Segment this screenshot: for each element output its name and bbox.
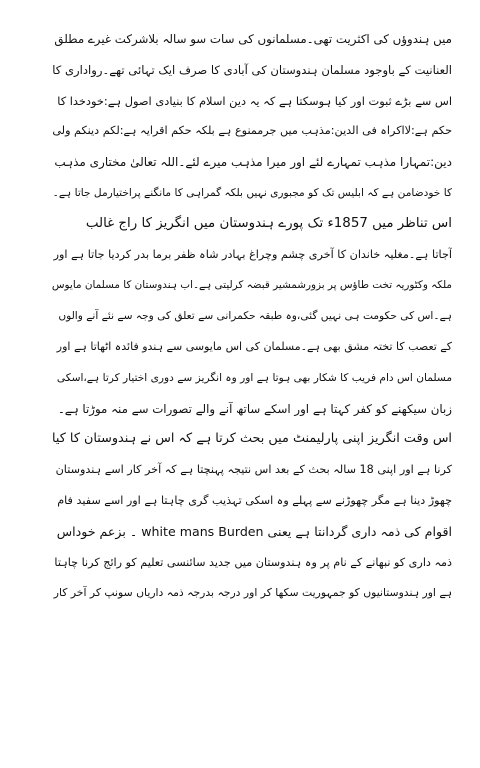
text-line: ذمہ داری کو نبھانے کے نام پر وہ ہندوستان میں جدید سائنسی تعلیم کو رائج کرنا چاہتا [54, 555, 452, 569]
text-line: اس وقت انگریز اپنی پارلیمنٹ میں بحث کرتا ہے کہ اس نے ہندوستان کا کیا [52, 431, 452, 447]
text-line: اس سے بڑے ثبوت اور کیا ہوسکتا ہے کہ یہ دین اسلام کا بنیادی اصول ہے:خودخدا کا [57, 93, 452, 108]
paragraph-3 [52, 424, 452, 609]
text-line: آجاتا ہے۔مغلیہ خاندان کا آخری چشم وچراغ بہادر شاہ ظفر برما بدر کردیا جاتا ہے اور [53, 247, 452, 261]
urdu-text-page [52, 24, 452, 748]
text-line: اقوام کی ذمہ داری گردانتا ہے یعنی white mans Burden ۔ بزعم خوداس [56, 523, 452, 539]
text-line: چھوڑ دینا ہے مگر چھوڑنے سے پہلے وہ اسکی تہذیب گری چاہتا ہے اور اسے سفید فام [57, 493, 452, 507]
text-line: کے تعصب کا تختہ مشق بھی ہے۔مسلمان کی اس مایوسی سے ہندو فائدہ اٹھاتا ہے اور [56, 339, 452, 353]
text-line: اس تناظر میں 1857ء تک پورے ہندوستان میں انگریز کا راج غالب [85, 215, 452, 231]
text-line: دین:تمہارا مذہب تمہارے لئے اور میرا مذہب میرے لئے۔اللہ تعالیٰ مختاری مذہب [54, 155, 452, 170]
text-line: ملکہ وکٹوریہ تخت طاؤس پر بزورشمشیر قبضہ کرلیتی ہے۔اب ہندوستان کا مسلمان مایوس [52, 279, 452, 292]
text-line: العنانیت کے باوجود مسلمان ہندوستان کی آبادی کا صرف ایک تہائی تھے۔رواداری کا [52, 62, 452, 77]
text-line: کرنا ہے اور اپنی 18 سالہ بحث کے بعد اس نتیجہ پہنچتا ہے کہ آخر کار اسے ہندوستان [55, 463, 452, 477]
paragraph-1 [52, 24, 452, 209]
text-line: ہے اور ہندوستانیوں کو جمہوریت سکھا کر اور درجہ بدرجہ ذمہ داریاں سونپ کر آخر کار [53, 586, 452, 600]
text-line: حکم ہے:لااکراہ فی الدین:مذہب میں جرممنوع ہے بلکہ حکم اقرایہ ہے:لکم دینکم ولی [52, 124, 452, 138]
text-line: میں ہندوؤں کی اکثریت تھی۔مسلمانوں کی سات سو سالہ بلاشرکت غیرے مطلق [54, 32, 452, 46]
text-line: ہے۔اس کی حکومت ہی نہیں گئی،وہ طبقہ حکمرانی سے تعلق کی وجہ سے نئے آنے والوں [58, 310, 452, 323]
text-line: مسلمان اس دام فریب کا شکار بھی ہوتا ہے اور وہ انگریز سے دوری اختیار کرتا ہے،اسکی [56, 371, 452, 384]
paragraph-2 [52, 209, 452, 425]
text-line: زبان سیکھنے کو کفر کہتا ہے اور اسکے ساتھ آنے والے تصورات سے منہ موڑتا ہے۔ [57, 401, 452, 416]
text-line: کا خودضامن ہے کہ ابلیس تک کو مجبوری نہیں بلکہ گمراہی کا مانگنے پراختیارمل جاتا ہے۔ [52, 186, 452, 199]
